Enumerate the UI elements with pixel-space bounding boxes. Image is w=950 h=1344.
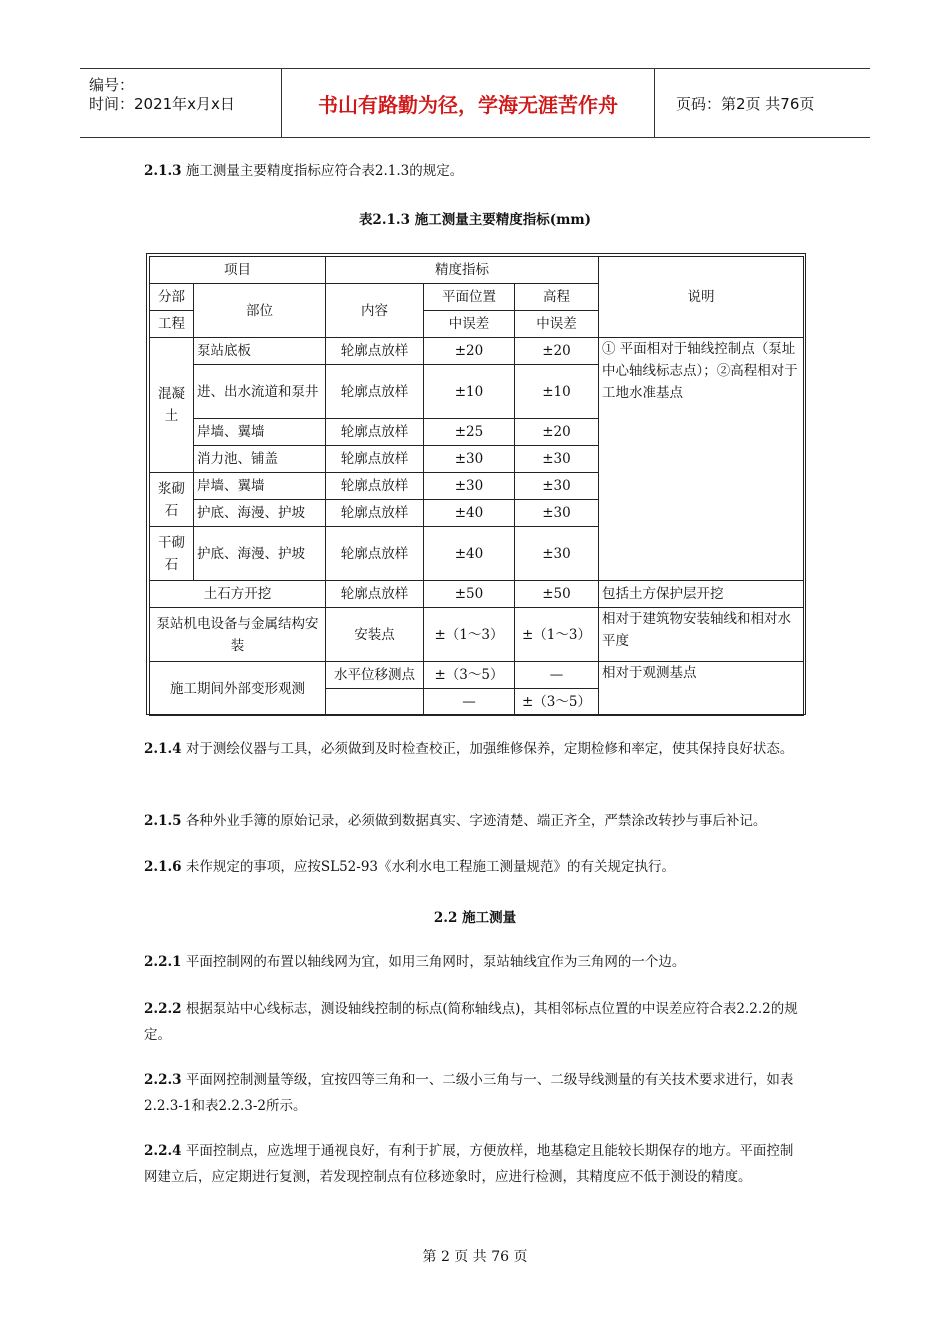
row-note: 包括土方保护层开挖 <box>599 581 804 608</box>
row-content: 水平位移测点 <box>326 662 424 689</box>
header-note: 说明 <box>599 257 804 338</box>
clause-number: 2.2.4 <box>144 1143 182 1159</box>
row-plane: ±20 <box>424 338 515 365</box>
row-plane: ±25 <box>424 419 515 446</box>
group-concrete: 混凝土 <box>150 338 194 473</box>
page-footer: 第 2 页 共 76 页 <box>422 1249 528 1265</box>
clause-number: 2.1.6 <box>144 859 182 875</box>
row-content: 轮廓点放样 <box>326 527 424 581</box>
row-install-item: 泵站机电设备与金属结构安装 <box>150 608 326 662</box>
row-elevation: ±50 <box>515 581 599 608</box>
clause-number: 2.1.5 <box>144 813 182 829</box>
header-part: 部位 <box>194 284 326 338</box>
row-part: 岸墙、翼墙 <box>194 473 326 500</box>
paragraph-2-2-4 <box>144 1138 806 1190</box>
row-content: 安装点 <box>326 608 424 662</box>
header-subdivision-2: 工程 <box>150 311 194 338</box>
row-plane: ±40 <box>424 500 515 527</box>
header-precision: 精度指标 <box>326 257 599 284</box>
row-plane: ±40 <box>424 527 515 581</box>
doc-time-label: 时间：2021年x月x日 <box>89 95 235 113</box>
clause-text: 未作规定的事项，应按SL52-93《水利水电工程施工测量规范》的有关规定执行。 <box>181 859 676 875</box>
header-content: 内容 <box>326 284 424 338</box>
header-subdivision-1: 分部 <box>150 284 194 311</box>
row-content <box>326 689 424 716</box>
group-mortar-masonry: 浆砌石 <box>150 473 194 527</box>
row-plane: ±（3～5） <box>424 662 515 689</box>
row-content: 轮廓点放样 <box>326 419 424 446</box>
row-content: 轮廓点放样 <box>326 365 424 419</box>
section-heading: 2.2 施工测量 <box>433 910 517 926</box>
clause-number: 2.2.1 <box>144 954 182 970</box>
paragraph-2-1-4 <box>144 736 806 762</box>
row-content: 轮廓点放样 <box>326 473 424 500</box>
clause-number: 2.1.3 <box>144 163 182 179</box>
row-content: 轮廓点放样 <box>326 500 424 527</box>
header-plane-error: 中误差 <box>424 311 515 338</box>
clause-text: 各种外业手簿的原始记录，必须做到数据真实、字迹清楚、端正齐全，严禁涂改转抄与事后补记。 <box>181 813 767 829</box>
row-part: 泵站底板 <box>194 338 326 365</box>
row-elevation: ±20 <box>515 419 599 446</box>
header-meta <box>80 69 280 137</box>
doc-code-label: 编号： <box>89 76 135 94</box>
note-concrete-masonry: ① 平面相对于轴线控制点（泵址中心轴线标志点）；②高程相对于工地水准基点 <box>599 338 804 581</box>
clause-number: 2.2.3 <box>144 1072 182 1088</box>
clause-number: 2.1.4 <box>144 741 182 757</box>
row-earthwork-item: 土石方开挖 <box>150 581 326 608</box>
paragraph-2-1-3 <box>144 158 806 184</box>
page-header <box>80 68 870 138</box>
paragraph-2-2-2 <box>144 996 806 1048</box>
header-page-info <box>664 69 870 137</box>
paragraph-2-1-6 <box>144 854 806 880</box>
header-elevation-error: 中误差 <box>515 311 599 338</box>
row-deformation-item: 施工期间外部变形观测 <box>150 662 326 716</box>
clause-number: 2.2.2 <box>144 1001 182 1017</box>
paragraph-2-1-5 <box>144 808 806 834</box>
row-content: 轮廓点放样 <box>326 338 424 365</box>
row-elevation: ±30 <box>515 500 599 527</box>
clause-text: 施工测量主要精度指标应符合表2.1.3的规定。 <box>181 163 464 179</box>
row-note: 相对于建筑物安装轴线和相对水平度 <box>599 608 804 662</box>
clause-text: 平面控制点，应选埋于通视良好，有利于扩展，方便放样，地基稳定且能较长期保存的地方。平面控制网建立后，应定期进行复测，若发现控制点有位移迹象时，应进行检测，其精度应不低于测设的精度。 <box>144 1143 794 1185</box>
row-elevation: — <box>515 662 599 689</box>
header-elevation: 高程 <box>515 284 599 311</box>
paragraph-2-2-1 <box>144 949 806 975</box>
clause-text: 平面网控制测量等级，宜按四等三角和一、二级小三角与一、二级导线测量的有关技术要求进行，如表2.2.3-1和表2.2.3-2所示。 <box>144 1072 794 1114</box>
row-elevation: ±（1～3） <box>515 608 599 662</box>
row-elevation: ±30 <box>515 473 599 500</box>
row-elevation: ±20 <box>515 338 599 365</box>
row-plane: ±30 <box>424 473 515 500</box>
paragraph-2-2-3 <box>144 1067 806 1119</box>
clause-text: 根据泵站中心线标志，测设轴线控制的标点(简称轴线点)，其相邻标点位置的中误差应符合表2.2.2的规定。 <box>144 1001 798 1043</box>
row-plane: — <box>424 689 515 716</box>
row-plane: ±50 <box>424 581 515 608</box>
row-part: 护底、海漫、护坡 <box>194 527 326 581</box>
header-item: 项目 <box>150 257 326 284</box>
header-plane-position: 平面位置 <box>424 284 515 311</box>
row-note: 相对于观测基点 <box>599 662 804 716</box>
row-elevation: ±30 <box>515 446 599 473</box>
clause-text: 对于测绘仪器与工具，必须做到及时检查校正，加强维修保养，定期检修和率定，使其保持良好状态。 <box>181 741 794 757</box>
row-part: 岸墙、翼墙 <box>194 419 326 446</box>
precision-table <box>149 256 804 716</box>
row-elevation: ±30 <box>515 527 599 581</box>
row-elevation: ±10 <box>515 365 599 419</box>
clause-text: 平面控制网的布置以轴线网为宜，如用三角网时，泵站轴线宜作为三角网的一个边。 <box>181 954 686 970</box>
row-plane: ±30 <box>424 446 515 473</box>
row-part: 护底、海漫、护坡 <box>194 500 326 527</box>
row-content: 轮廓点放样 <box>326 446 424 473</box>
header-motto: 书山有路勤为径，学海无涯苦作舟 <box>281 69 655 137</box>
row-plane: ±（1～3） <box>424 608 515 662</box>
group-dry-masonry: 干砌石 <box>150 527 194 581</box>
row-part: 进、出水流道和泵井 <box>194 365 326 419</box>
row-part: 消力池、铺盖 <box>194 446 326 473</box>
row-content: 轮廓点放样 <box>326 581 424 608</box>
row-plane: ±10 <box>424 365 515 419</box>
table-title: 表2.1.3 施工测量主要精度指标(mm) <box>358 212 592 228</box>
row-elevation: ±（3～5） <box>515 689 599 716</box>
page-info-text: 页码：第2页 共76页 <box>676 94 815 113</box>
precision-table-frame <box>146 253 806 715</box>
